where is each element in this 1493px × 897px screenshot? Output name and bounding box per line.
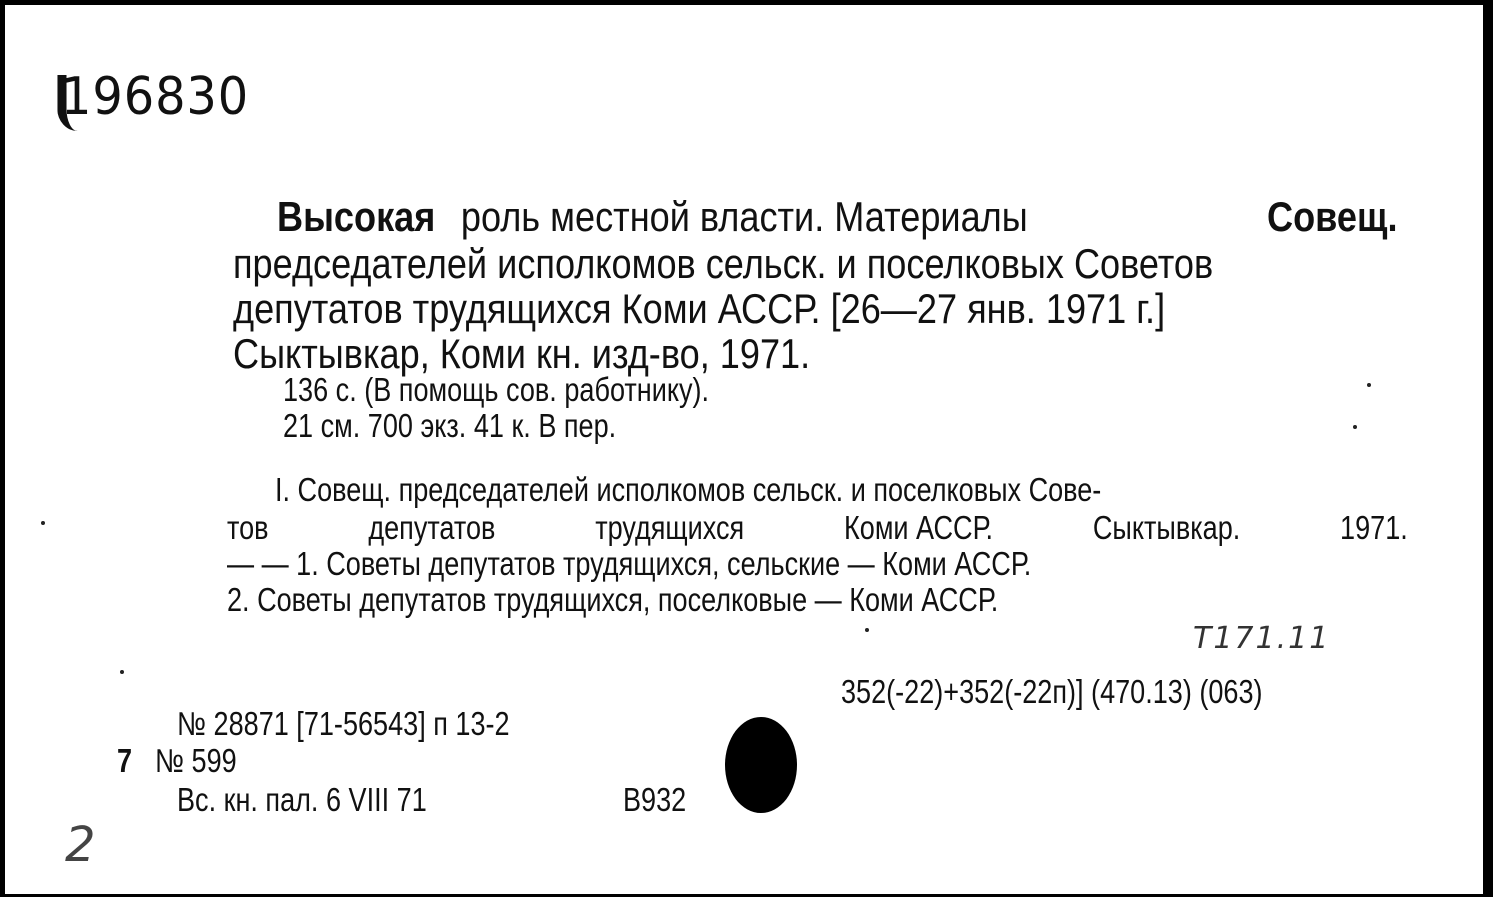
subject-line-4: 2. Советы депутатов трудящихся, поселковые — Коми АССР.: [227, 581, 999, 618]
subject-line-3: — — 1. Советы депутатов трудящихся, сельские — Коми АССР.: [227, 545, 1032, 582]
collation-line-2: 21 см. 700 экз. 41 к. В пер.: [283, 407, 617, 444]
imprint-line: Сыктывкар, Коми кн. изд-во, 1971.: [233, 330, 811, 377]
classification-index: 352(-22)+352(-22п)] (470.13) (063): [841, 673, 1263, 710]
title-line-1: [277, 193, 1028, 241]
inventory-number: 196830: [61, 67, 250, 127]
title-line-1-end: Совещ.: [1267, 193, 1398, 240]
subject-word: Сыктывкар.: [1092, 509, 1241, 546]
subject-word: трудящихся: [595, 509, 745, 546]
title-line-2: председателей исполкомов сельск. и поселковых Советов: [233, 240, 1214, 287]
speck: [41, 521, 45, 525]
copy-number: № 599: [155, 742, 237, 779]
speck: [865, 628, 869, 632]
subject-word: тов: [227, 509, 269, 546]
subject-line-2: [227, 509, 1408, 547]
title-first-word: Высокая: [277, 193, 436, 240]
handwritten-shelf-code: T171.11: [1193, 621, 1331, 656]
speck: [1353, 425, 1357, 429]
subject-word: депутатов: [368, 509, 496, 546]
punch-hole: [725, 717, 797, 813]
chamber-line: Вс. кн. пал. 6 VIII 71: [177, 781, 427, 818]
order-line: № 28871 [71-56543] п 13-2: [177, 705, 510, 742]
series-code: В932: [623, 781, 687, 818]
title-line-1-rest: роль местной власти. Материалы: [460, 193, 1028, 240]
collation-line-1: 136 с. (В помощь сов. работнику).: [283, 371, 710, 408]
title-line-3: депутатов трудящихся Коми АССР. [26—27 янв. 1971 г.]: [233, 285, 1166, 332]
subject-word: Коми АССР.: [844, 509, 994, 546]
pencil-mark: 2: [65, 817, 96, 873]
copy-mark: 7: [117, 742, 133, 779]
subject-line-1: I. Совещ. председателей исполкомов сельск. и поселковых Сове-: [275, 471, 1102, 508]
speck: [1367, 383, 1371, 387]
speck: [120, 670, 124, 674]
subject-word: 1971.: [1340, 509, 1408, 546]
